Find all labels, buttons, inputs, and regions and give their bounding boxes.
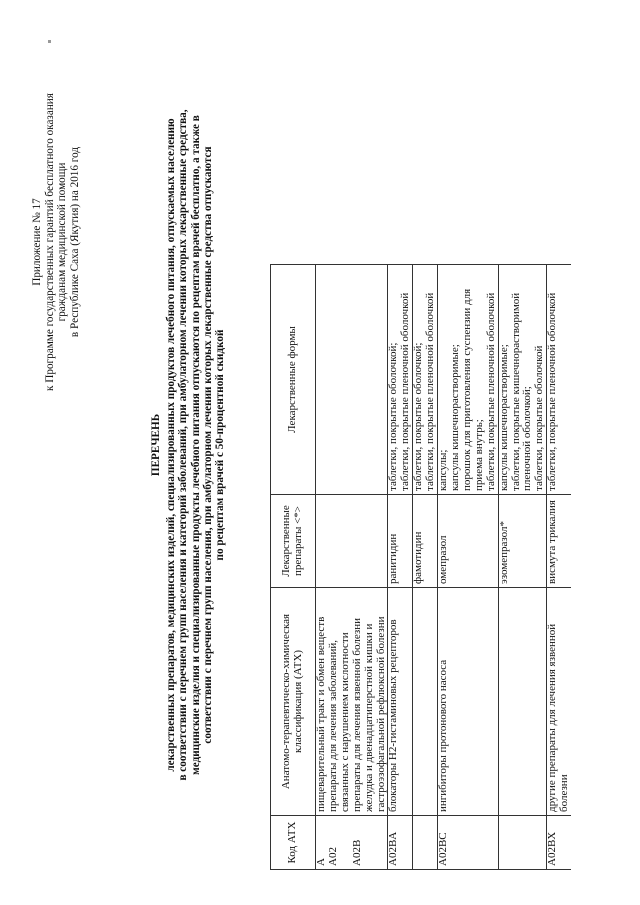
header-atc-code: Код АТХ xyxy=(271,816,316,870)
dosage-form-line: приема внутрь; xyxy=(472,419,485,491)
dosage-form-line: таблетки, покрытые пленочной оболочкой xyxy=(424,292,437,491)
dosage-form-line: таблетки, покрытые оболочкой; xyxy=(387,342,400,491)
annex-block xyxy=(31,32,81,452)
atc-code-cell xyxy=(413,816,438,870)
dosage-forms-cell xyxy=(328,265,352,495)
dosage-forms-cell xyxy=(498,265,547,495)
annex-line: в Республике Саха (Якутия) на 2016 год xyxy=(68,146,81,338)
table-row xyxy=(547,265,571,870)
header-drugs: Лекарственные препараты <*> xyxy=(271,495,316,588)
atc-class-cell: препараты для лечения заболеваний, связанных с нарушением кислотности xyxy=(328,588,352,816)
dosage-form-line: таблетки, покрытые пленочной оболочкой xyxy=(484,292,497,491)
document-title xyxy=(150,65,226,825)
title-line: лекарственных препаратов, медицинских изделий, специализированных продуктов лечебного питания, отпускаемых населению xyxy=(165,118,178,772)
atc-class-cell xyxy=(498,588,547,816)
dosage-form-line: таблетки, покрытые оболочкой xyxy=(533,345,546,491)
dosage-forms-cell xyxy=(388,265,413,495)
dosage-form-line: капсулы кишечнорастворимые; xyxy=(448,344,461,491)
dosage-forms-cell xyxy=(547,265,571,495)
title-line: соответствии с перечнем групп населения, при амбулаторном лечении которых лекарственные средства отпускаются xyxy=(201,146,214,744)
dosage-form-line: таблетки, покрытые оболочкой; xyxy=(412,342,425,491)
drug-name-cell xyxy=(352,495,388,588)
dosage-forms-cell xyxy=(316,265,328,495)
atc-class-cell: блокаторы H2-гистаминовых рецепторов xyxy=(388,588,413,816)
table-row xyxy=(388,265,413,870)
dosage-form-line: таблетки, покрытые пленочной оболочкой xyxy=(546,292,559,491)
drug-name-cell: висмута трикалия xyxy=(547,495,571,588)
atc-class-cell: пищеварительный тракт и обмен веществ xyxy=(316,588,328,816)
drug-table xyxy=(270,264,571,870)
drug-name-cell: эзомепразол* xyxy=(498,495,547,588)
dosage-form-line: капсулы; xyxy=(437,449,450,491)
drug-name-cell xyxy=(316,495,328,588)
table-body xyxy=(316,265,572,870)
atc-code-cell xyxy=(498,816,547,870)
table-row xyxy=(352,265,388,870)
header-atc-class: Анатомо-терапевтическо-химическая классификация (АТХ) xyxy=(271,588,316,816)
annex-line: Приложение № 17 xyxy=(31,198,43,286)
dosage-form-line: пленочной оболочкой; xyxy=(521,386,534,491)
table-row xyxy=(413,265,438,870)
atc-code-cell: A xyxy=(316,816,328,870)
scan-speck xyxy=(48,40,51,43)
drug-name-cell: омепразол xyxy=(438,495,499,588)
header-forms: Лекарственные формы xyxy=(271,265,316,495)
drug-name-cell: ранитидин xyxy=(388,495,413,588)
title-line: в соответствии с перечнем групп населения и категорий заболеваний, при амбулаторном лечении которых лекарственные средства, xyxy=(177,109,190,781)
table-row xyxy=(328,265,352,870)
dosage-form-line: порошок для приготовления суспензии для xyxy=(460,288,473,491)
title-heading: ПЕРЕЧЕНЬ xyxy=(150,413,162,477)
atc-code-cell: A02BX xyxy=(547,816,571,870)
dosage-forms-cell xyxy=(352,265,388,495)
table-row xyxy=(438,265,499,870)
table-header-row xyxy=(271,265,316,870)
drug-name-cell: фамотидин xyxy=(413,495,438,588)
dosage-form-line: капсулы кишечнорастворимые; xyxy=(497,344,510,491)
atc-class-cell: препараты для лечения язвенной болезни желудка и двенадцатиперстной кишки и гастроэзофагальной рефлюксной болезни xyxy=(352,588,388,816)
atc-class-cell: другие препараты для лечения язвенной болезни xyxy=(547,588,571,816)
annex-line: гражданам медицинской помощи xyxy=(56,162,68,322)
dosage-forms-cell xyxy=(438,265,499,495)
title-line: медицинские изделия и специализированные продукты лечебного питания отпускаются по рецептам врачей бесплатно, а также в xyxy=(189,115,202,775)
atc-code-cell: A02 xyxy=(328,816,352,870)
dosage-form-line: таблетки, покрытые кишечнорастворимой xyxy=(509,292,522,491)
title-line: по рецептам врачей с 50-процентной скидкой xyxy=(214,329,227,561)
annex-line: к Программе государственных гарантий бесплатного оказания xyxy=(43,93,56,391)
atc-class-cell: ингибиторы протонового насоса xyxy=(438,588,499,816)
atc-class-cell xyxy=(413,588,438,816)
drug-name-cell xyxy=(328,495,352,588)
atc-code-cell: A02BC xyxy=(438,816,499,870)
dosage-forms-cell xyxy=(413,265,438,495)
table-row xyxy=(498,265,547,870)
atc-code-cell: A02BA xyxy=(388,816,413,870)
atc-code-cell: A02B xyxy=(352,816,388,870)
dosage-form-line: таблетки, покрытые пленочной оболочкой xyxy=(399,292,412,491)
